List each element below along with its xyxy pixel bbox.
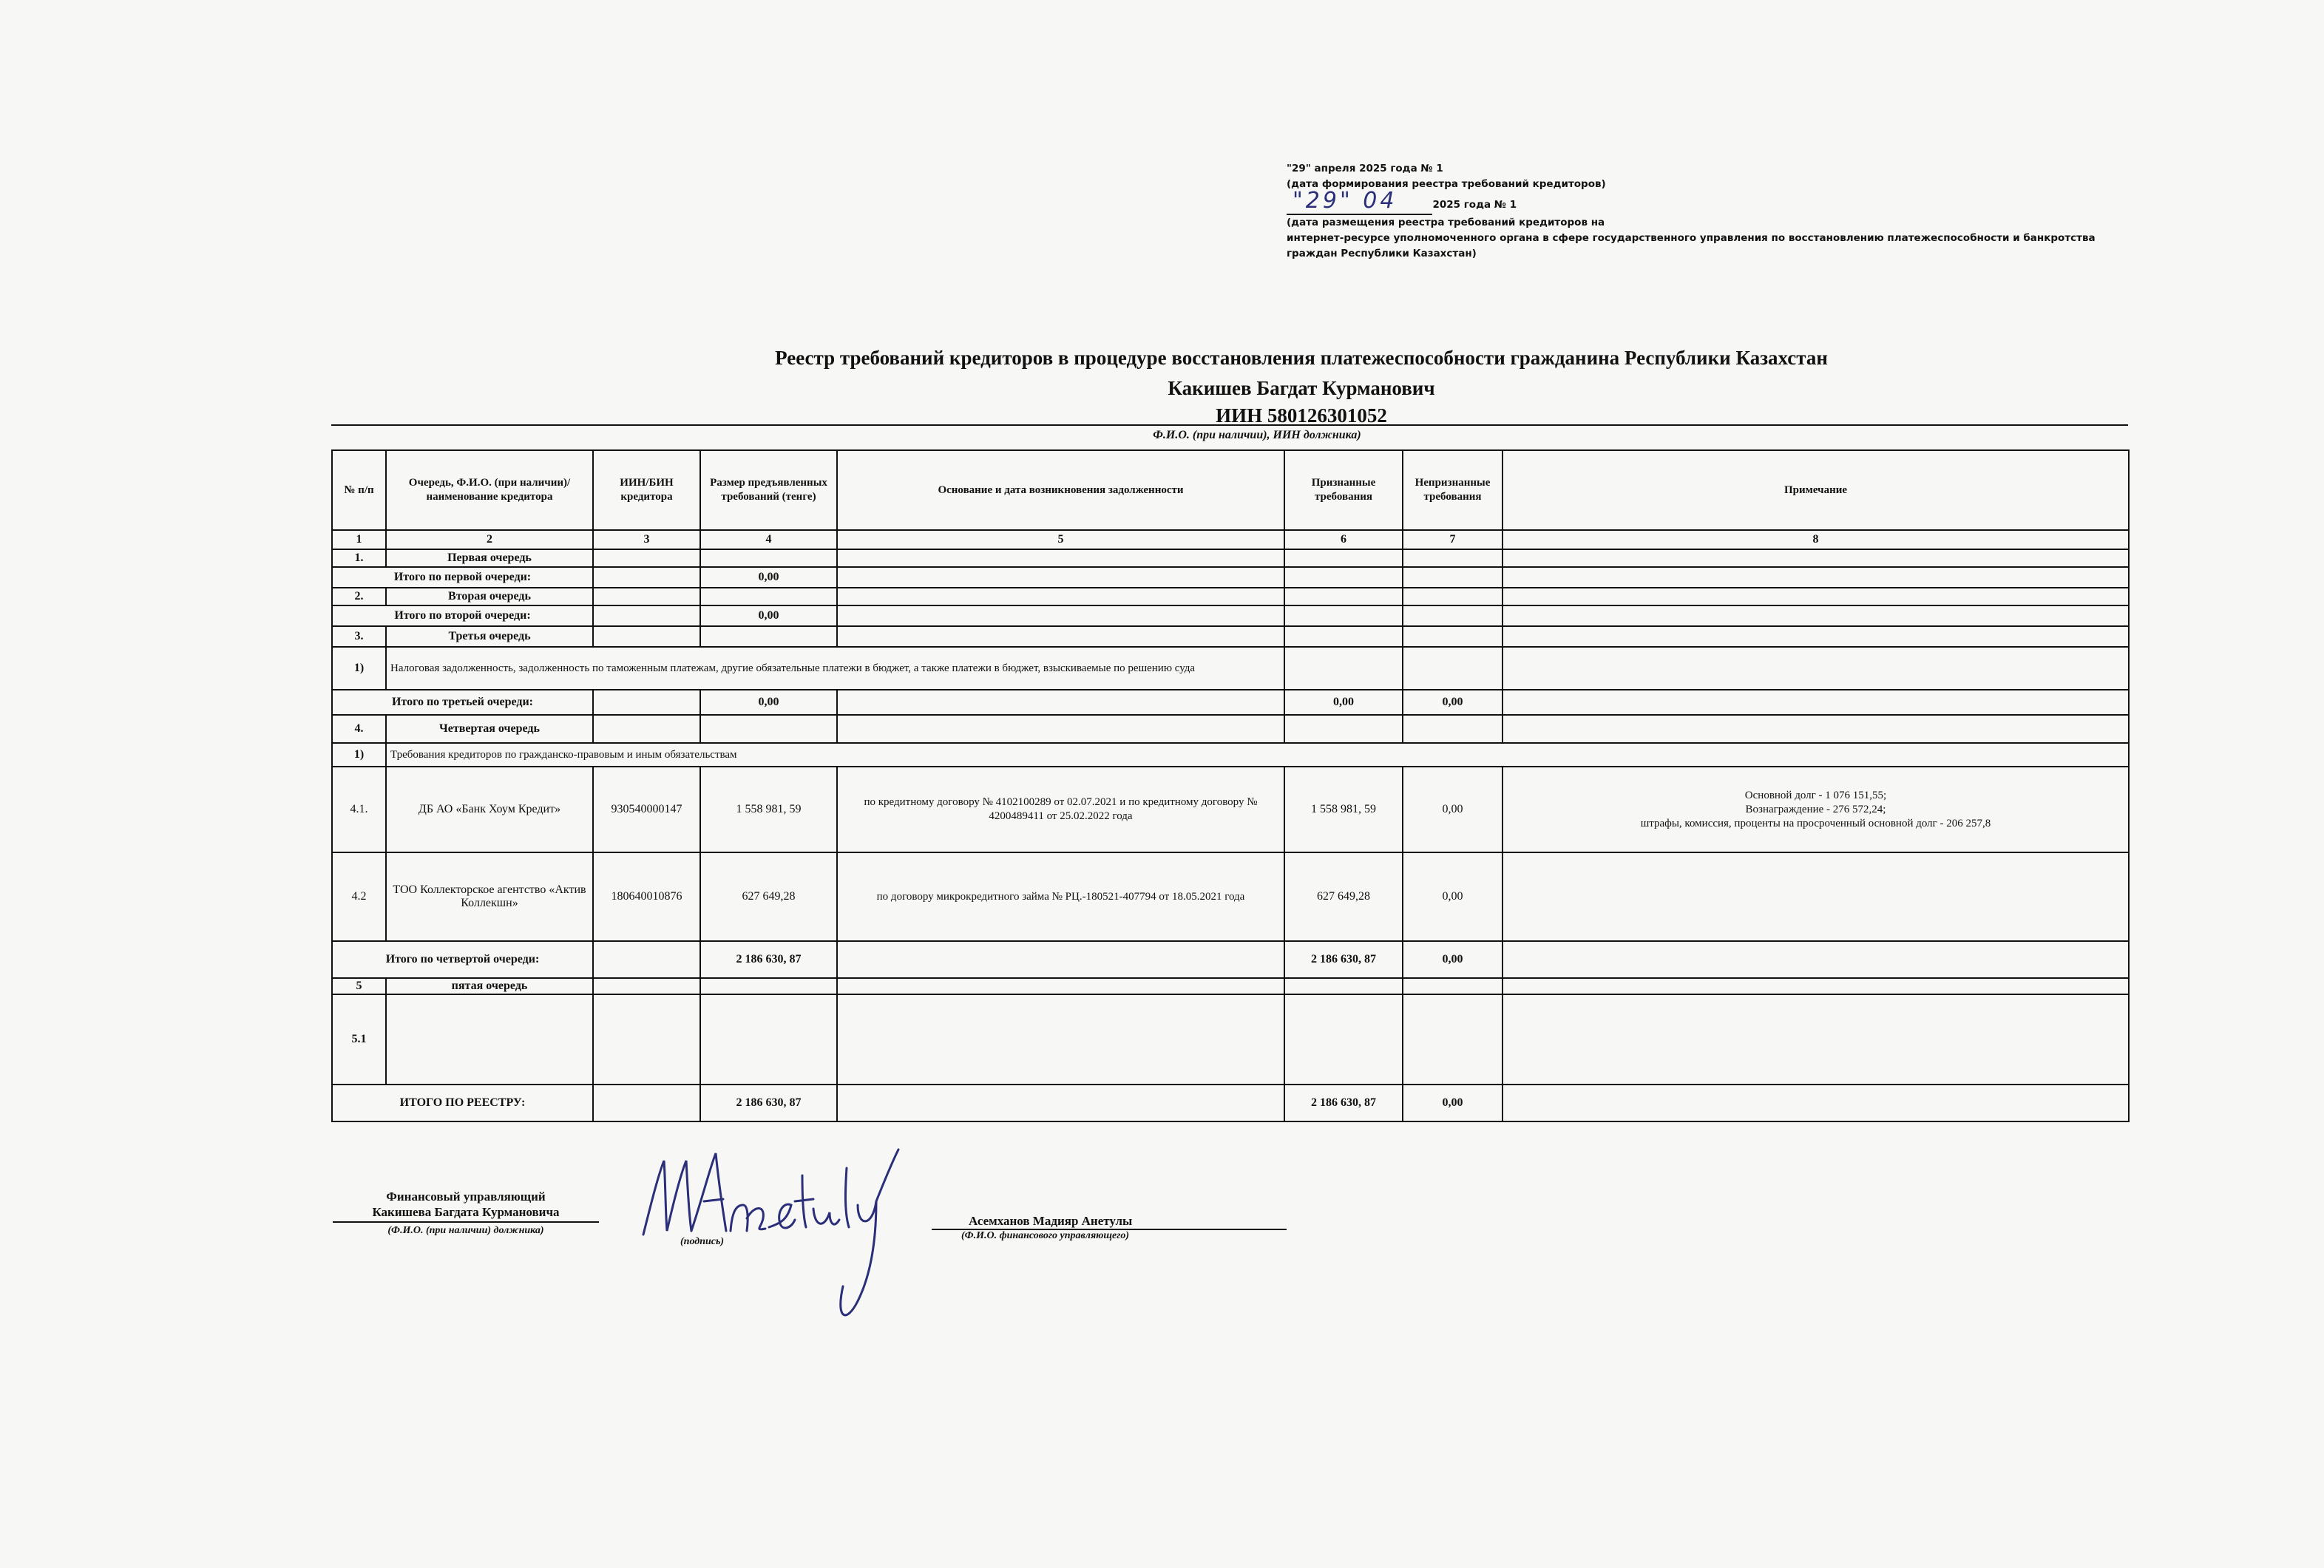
financial-manager-label: Финансовый управляющий [386,1189,546,1204]
grand-total-amount: 2 186 630, 87 [700,1085,837,1121]
creditor-amount: 627 649,28 [700,852,837,941]
creditor-recognized: 627 649,28 [1284,852,1403,941]
header-num: № п/п [332,450,386,530]
queue-row [332,715,2129,743]
header-basis: Основание и дата возникновения задолженности [837,450,1284,530]
note-line: штрафы, комиссия, проценты на просроченный основной долг - 206 257,8 [1640,817,1991,829]
formation-date-caption: (дата формирования реестра требований кредиторов) [1287,178,1606,190]
posting-date-caption-1: (дата размещения реестра требований кредиторов на [1287,217,1605,228]
queue-label: Вторая очередь [386,588,593,605]
subcategory-text: Налоговая задолженность, задолженность по таможенным платежам, другие обязательные платежи в бюджет, а также платежи в бюджет, взыскиваемые по решению суда [386,647,1284,690]
posting-date-line [1287,188,2174,215]
queue-row [332,549,2129,567]
debtor-signature-block [333,1189,599,1238]
creditor-unrecognized: 0,00 [1403,767,1503,852]
header-recognized: Признанные требования [1284,450,1403,530]
queue-total-row [332,941,2129,978]
queue-total-label: Итого по третьей очереди: [332,690,593,715]
col-number: 5 [837,530,1284,549]
col-number: 7 [1403,530,1503,549]
queue-total-row [332,567,2129,588]
header-iin: ИИН/БИН кредитора [593,450,700,530]
col-number: 1 [332,530,386,549]
title-underline [331,424,2128,426]
debtor-caption: Ф.И.О. (при наличии), ИИН должника) [1153,429,1361,441]
creditor-basis: по договору микрокредитного займа № РЦ.-180521-407794 от 18.05.2021 года [837,852,1284,941]
header-note: Примечание [1503,450,2129,530]
queue-subcategory-row [332,647,2129,690]
queue-label: Четвертая очередь [386,715,593,743]
queue-total-amount: 0,00 [700,690,837,715]
queue-num: 3. [332,626,386,647]
queue-total-label: Итого по четвертой очереди: [332,941,593,978]
queue-total-recognized: 2 186 630, 87 [1284,941,1403,978]
subcategory-text: Требования кредиторов по гражданско-правовым и иным обязательствам [386,743,2129,767]
grand-total-label: ИТОГО ПО РЕЕСТРУ: [332,1085,593,1121]
col-number: 8 [1503,530,2129,549]
debtor-caption: (Ф.И.О. (при наличии) должника) [387,1225,544,1236]
queue-total-label: Итого по второй очереди: [332,605,593,626]
creditor-amount: 1 558 981, 59 [700,767,837,852]
queue-total-amount: 2 186 630, 87 [700,941,837,978]
queue-total-amount: 0,00 [700,605,837,626]
formation-date: "29" апреля 2025 года № 1 [1287,163,1443,174]
queue-row [332,588,2129,605]
header-creditor: Очередь, Ф.И.О. (при наличии)/наименование кредитора [386,450,593,530]
creditor-num: 5.1 [332,994,386,1085]
financial-manager-name: Асемханов Мадияр Анетулы [969,1214,1133,1228]
queue-total-row [332,605,2129,626]
queue-row [332,626,2129,647]
queue-total-recognized: 0,00 [1284,690,1403,715]
creditor-recognized: 1 558 981, 59 [1284,767,1403,852]
header-unrecognized: Непризнанные требования [1403,450,1503,530]
creditor-row [332,767,2129,852]
queue-row [332,978,2129,994]
creditor-claims-table [331,449,2130,1122]
queue-num: 1. [332,549,386,567]
debtor-iin: ИИН 580126301052 [1216,404,1387,427]
queue-label: Третья очередь [386,626,593,647]
creditor-row [332,852,2129,941]
signature-caption: (подпись) [680,1236,725,1247]
queue-total-amount: 0,00 [700,567,837,588]
grand-total-unrecognized: 0,00 [1403,1085,1503,1121]
queue-subcategory-row [332,743,2129,767]
creditor-name: ТОО Коллекторское агентство «Актив Коллекшн» [386,852,593,941]
creditor-note [1503,852,2129,941]
handwritten-signature [636,1131,932,1331]
subcategory-num: 1) [332,743,386,767]
col-number: 4 [700,530,837,549]
document-title: Реестр требований кредиторов в процедуре восстановления платежеспособности гражданина Республики Казахстан [775,347,1828,369]
note-line: Вознаграждение - 276 572,24; [1745,803,1886,815]
note-line: Основной долг - 1 076 151,55; [1744,789,1887,801]
queue-num: 4. [332,715,386,743]
debtor-name: Какишев Багдат Курманович [1168,377,1435,399]
creditor-num: 4.1. [332,767,386,852]
queue-label: Первая очередь [386,549,593,567]
queue-num: 2. [332,588,386,605]
col-number: 3 [593,530,700,549]
posting-date-suffix: 2025 года № 1 [1432,199,1517,211]
table-header-row [332,450,2129,530]
queue-label: пятая очередь [386,978,593,994]
subcategory-num: 1) [332,647,386,690]
creditor-row [332,994,2129,1085]
creditor-iin: 180640010876 [593,852,700,941]
col-number: 6 [1284,530,1403,549]
manager-signature-block [932,1214,1287,1242]
registry-dates-block [1287,161,2174,262]
creditor-iin: 930540000147 [593,767,700,852]
queue-total-unrecognized: 0,00 [1403,690,1503,715]
creditor-name: ДБ АО «Банк Хоум Кредит» [386,767,593,852]
queue-num: 5 [332,978,386,994]
queue-total-unrecognized: 0,00 [1403,941,1503,978]
grand-total-recognized: 2 186 630, 87 [1284,1085,1403,1121]
creditor-unrecognized: 0,00 [1403,852,1503,941]
creditor-num: 4.2 [332,852,386,941]
creditor-basis: по кредитному договору № 4102100289 от 02.07.2021 и по кредитному договору № 4200489411 от 25.02.2022 года [837,767,1284,852]
manager-caption: (Ф.И.О. финансового управляющего) [961,1230,1130,1241]
posting-date-caption-2: интернет-ресурсе уполномоченного органа в сфере государственного управления по восстановлению платежеспособности и банкротства [1287,232,2096,244]
creditor-note [1503,767,2129,852]
column-number-row [332,530,2129,549]
queue-total-label: Итого по первой очереди: [332,567,593,588]
grand-total-row [332,1085,2129,1121]
col-number: 2 [386,530,593,549]
handwritten-date: "29" 04 [1293,188,1398,214]
posting-date-caption-3: граждан Республики Казахстан) [1287,248,1477,259]
queue-total-row [332,690,2129,715]
debtor-name-genitive: Какишева Багдата Курмановича [372,1205,560,1219]
header-amount: Размер предъявленных требований (тенге) [700,450,837,530]
